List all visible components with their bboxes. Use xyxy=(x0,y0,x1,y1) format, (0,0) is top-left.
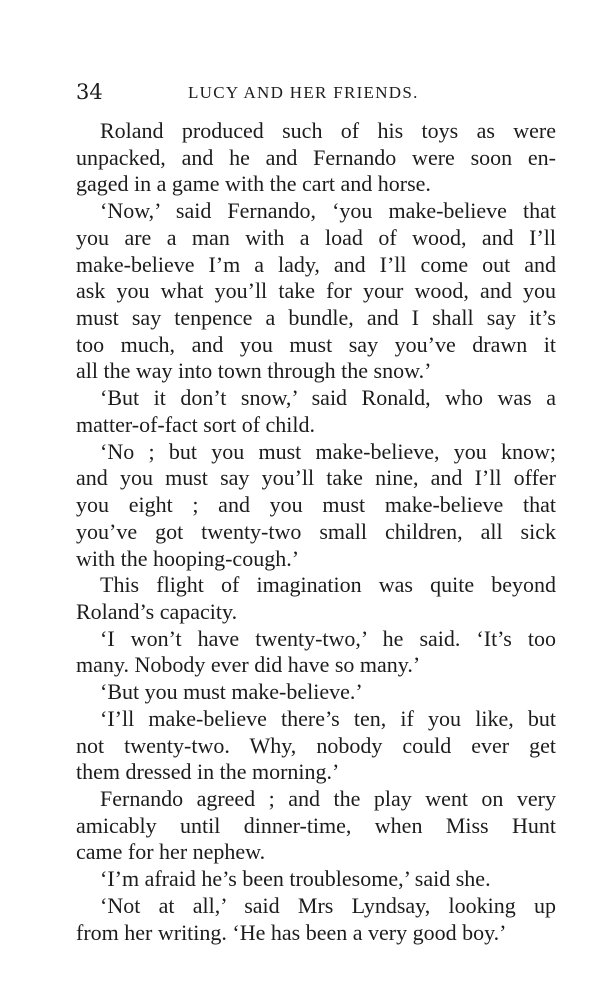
text-line: came for her nephew. xyxy=(76,839,266,865)
text-line: ‘But you must make-believe.’ xyxy=(100,679,363,705)
text-line: ‘Now,’ said Fernando, ‘you make-believe that xyxy=(100,198,556,224)
text-line: ask you what you’ll take for your wood, and you xyxy=(76,278,556,304)
text-line: matter-of-fact sort of child. xyxy=(76,411,316,437)
body-text xyxy=(76,118,556,946)
text-line: with the hooping-cough.’ xyxy=(76,545,300,571)
text-line: Roland produced such of his toys as were xyxy=(100,118,556,143)
text-line: too much, and you must say you’ve drawn it xyxy=(76,331,556,357)
text-line: Fernando agreed ; and the play went on very xyxy=(100,785,556,811)
text-line: not twenty-two. Why, nobody could ever get xyxy=(76,732,556,758)
text-line: Roland’s capacity. xyxy=(76,598,238,624)
text-line: ‘I’m afraid he’s been troublesome,’ said she. xyxy=(100,866,491,892)
running-title: LUCY AND HER FRIENDS. xyxy=(188,83,419,102)
text-line: This flight of imagination was quite beyond xyxy=(100,572,556,598)
page-header xyxy=(76,78,556,108)
text-line: ‘I won’t have twenty-two,’ he said. ‘It’s too xyxy=(100,625,556,651)
text-line: from her writing. ‘He has been a very good boy.’ xyxy=(76,919,507,945)
text-line: you’ve got twenty-two small children, all sick xyxy=(76,518,556,544)
text-line: ‘Not at all,’ said Mrs Lyndsay, looking up xyxy=(100,892,556,918)
text-line: you eight ; and you must make-believe that xyxy=(76,492,556,518)
text-line: all the way into town through the snow.’ xyxy=(76,358,432,384)
text-line: gaged in a game with the cart and horse. xyxy=(76,171,431,197)
text-line: ‘No ; but you must make-believe, you know; xyxy=(100,438,556,464)
text-line: must say tenpence a bundle, and I shall say it’s xyxy=(76,305,556,331)
text-line: them dressed in the morning.’ xyxy=(76,759,340,785)
text-line: make-believe I’m a lady, and I’ll come out and xyxy=(76,251,556,277)
text-line: ‘But it don’t snow,’ said Ronald, who was a xyxy=(100,385,556,411)
text-line: unpacked, and he and Fernando were soon en- xyxy=(76,144,556,170)
page-number: 34 xyxy=(76,80,103,104)
text-line: and you must say you’ll take nine, and I’ll offer xyxy=(76,465,556,491)
text-line: many. Nobody ever did have so many.’ xyxy=(76,652,421,678)
text-line: you are a man with a load of wood, and I’ll xyxy=(76,224,556,250)
text-line: amicably until dinner-time, when Miss Hunt xyxy=(76,812,556,838)
text-line: ‘I’ll make-believe there’s ten, if you like, but xyxy=(100,705,556,731)
